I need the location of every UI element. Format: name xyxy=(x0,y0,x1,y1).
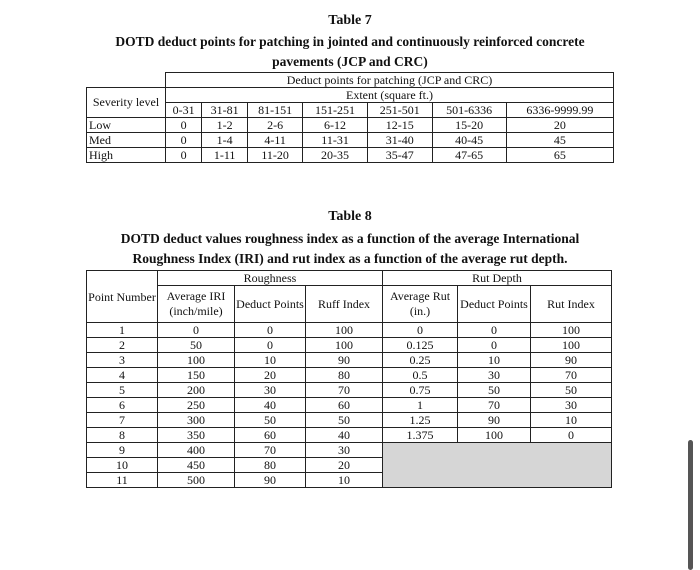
table-cell: 90 xyxy=(458,413,531,428)
table-cell: 400 xyxy=(158,443,235,458)
table-cell: 0.25 xyxy=(383,353,458,368)
table7-column-header: 6336-9999.99 xyxy=(506,103,613,118)
table7-column-header: 251-501 xyxy=(367,103,432,118)
table-cell: 20 xyxy=(235,368,306,383)
table-cell: 100 xyxy=(306,323,383,338)
table-cell: 0 xyxy=(166,118,202,133)
table-cell: 11-31 xyxy=(303,133,368,148)
table-cell: 6 xyxy=(87,398,158,413)
table-cell: 0 xyxy=(531,428,612,443)
table7-blank-corner xyxy=(87,73,166,88)
table-cell: 80 xyxy=(306,368,383,383)
table8-row xyxy=(87,398,612,413)
table7 xyxy=(86,72,614,163)
table-cell: 450 xyxy=(158,458,235,473)
table8-column-header: Average IRI (inch/mile) xyxy=(158,286,235,323)
table-cell: 31-40 xyxy=(367,133,432,148)
table-cell: 15-20 xyxy=(432,118,506,133)
table-cell: 1 xyxy=(87,323,158,338)
table-cell: 50 xyxy=(158,338,235,353)
table-cell: 8 xyxy=(87,428,158,443)
table-cell: 20 xyxy=(306,458,383,473)
table8-column-header: Deduct Points xyxy=(458,286,531,323)
table-cell: 70 xyxy=(235,443,306,458)
table8-row xyxy=(87,383,612,398)
table-cell: 300 xyxy=(158,413,235,428)
table-cell: 50 xyxy=(531,383,612,398)
table8-caption-line1: DOTD deduct values roughness index as a function of the average International xyxy=(120,231,580,246)
table-cell: 20-35 xyxy=(303,148,368,163)
table-cell: 10 xyxy=(531,413,612,428)
table-cell: 30 xyxy=(531,398,612,413)
table-cell: 2 xyxy=(87,338,158,353)
table-cell: 5 xyxy=(87,383,158,398)
table-cell: 7 xyxy=(87,413,158,428)
table8-column-header: Rut Index xyxy=(531,286,612,323)
table7-column-header: 501-6336 xyxy=(432,103,506,118)
table-cell: 1-2 xyxy=(202,118,248,133)
table8-row xyxy=(87,368,612,383)
table-cell: 0 xyxy=(383,323,458,338)
table8-rut-header: Rut Depth xyxy=(383,271,612,286)
table7-column-header: 0-31 xyxy=(166,103,202,118)
table7-severity-header: Severity level xyxy=(87,88,166,118)
table8-column-header: Deduct Points xyxy=(235,286,306,323)
table8-title: Table 8 xyxy=(328,209,372,224)
table-cell: 90 xyxy=(306,353,383,368)
table8-row xyxy=(87,428,612,443)
table8-body xyxy=(87,323,612,488)
table-cell: 0.125 xyxy=(383,338,458,353)
table-cell: 100 xyxy=(531,323,612,338)
table-cell: 60 xyxy=(306,398,383,413)
table-cell: 70 xyxy=(531,368,612,383)
table-cell: 6-12 xyxy=(303,118,368,133)
table-cell: 1-11 xyxy=(202,148,248,163)
table-cell: 90 xyxy=(531,353,612,368)
table-cell: 50 xyxy=(458,383,531,398)
table-cell: 1-4 xyxy=(202,133,248,148)
table-cell: 11-20 xyxy=(248,148,303,163)
table-cell: 9 xyxy=(87,443,158,458)
table-cell: 0 xyxy=(458,338,531,353)
empty-shaded-area xyxy=(383,443,612,488)
table7-column-header: 31-81 xyxy=(202,103,248,118)
table-cell: 150 xyxy=(158,368,235,383)
table-cell: 47-65 xyxy=(432,148,506,163)
table-cell: 90 xyxy=(235,473,306,488)
severity-level: Med xyxy=(87,133,166,148)
table-cell: 50 xyxy=(306,413,383,428)
table-cell: 35-47 xyxy=(367,148,432,163)
table-cell: 0.5 xyxy=(383,368,458,383)
table-cell: 2-6 xyxy=(248,118,303,133)
table-cell: 30 xyxy=(306,443,383,458)
table-cell: 40 xyxy=(306,428,383,443)
scrollbar[interactable] xyxy=(688,440,693,570)
table-cell: 0.75 xyxy=(383,383,458,398)
table-cell: 1.375 xyxy=(383,428,458,443)
table7-title: Table 7 xyxy=(328,13,372,28)
table-cell: 60 xyxy=(235,428,306,443)
table8-column-header: Average Rut (in.) xyxy=(383,286,458,323)
table8-caption-line2: Roughness Index (IRI) and rut index as a function of the average rut depth. xyxy=(132,251,568,266)
table-cell: 40 xyxy=(235,398,306,413)
table-cell: 10 xyxy=(87,458,158,473)
table7-column-header: 151-251 xyxy=(303,103,368,118)
severity-level: High xyxy=(87,148,166,163)
table8-roughness-header: Roughness xyxy=(158,271,383,286)
table7-column-header: 81-151 xyxy=(248,103,303,118)
table8-row xyxy=(87,338,612,353)
table-cell: 30 xyxy=(458,368,531,383)
table-cell: 4 xyxy=(87,368,158,383)
table8-point-header: Point Number xyxy=(87,271,158,323)
table-cell: 500 xyxy=(158,473,235,488)
table7-row-low xyxy=(87,118,614,133)
table8-row xyxy=(87,443,612,458)
table8-row xyxy=(87,323,612,338)
table-cell: 100 xyxy=(158,353,235,368)
table-cell: 200 xyxy=(158,383,235,398)
table-cell: 11 xyxy=(87,473,158,488)
table8-column-header: Ruff Index xyxy=(306,286,383,323)
table-cell: 0 xyxy=(166,148,202,163)
table-cell: 65 xyxy=(506,148,613,163)
table-cell: 100 xyxy=(306,338,383,353)
table8-row xyxy=(87,353,612,368)
table-cell: 1 xyxy=(383,398,458,413)
table7-caption-line1: DOTD deduct points for patching in jointed and continuously reinforced concrete xyxy=(115,34,585,49)
table-cell: 70 xyxy=(306,383,383,398)
table7-row-med xyxy=(87,133,614,148)
table-cell: 3 xyxy=(87,353,158,368)
table-cell: 10 xyxy=(458,353,531,368)
table-cell: 0 xyxy=(158,323,235,338)
table-cell: 50 xyxy=(235,413,306,428)
table-cell: 250 xyxy=(158,398,235,413)
table-cell: 100 xyxy=(531,338,612,353)
table-cell: 350 xyxy=(158,428,235,443)
table-cell: 1.25 xyxy=(383,413,458,428)
table-cell: 70 xyxy=(458,398,531,413)
table-cell: 20 xyxy=(506,118,613,133)
severity-level: Low xyxy=(87,118,166,133)
table8 xyxy=(86,270,612,488)
table-cell: 10 xyxy=(235,353,306,368)
table-cell: 4-11 xyxy=(248,133,303,148)
table-cell: 45 xyxy=(506,133,613,148)
table7-row-high xyxy=(87,148,614,163)
table-cell: 100 xyxy=(458,428,531,443)
table-cell: 0 xyxy=(166,133,202,148)
table-cell: 40-45 xyxy=(432,133,506,148)
table-cell: 80 xyxy=(235,458,306,473)
table7-caption-line2: pavements (JCP and CRC) xyxy=(272,54,428,69)
table-cell: 0 xyxy=(458,323,531,338)
table7-extent-header: Extent (square ft.) xyxy=(166,88,614,103)
table-cell: 0 xyxy=(235,323,306,338)
table-cell: 12-15 xyxy=(367,118,432,133)
table8-row xyxy=(87,413,612,428)
table-cell: 30 xyxy=(235,383,306,398)
table-cell: 0 xyxy=(235,338,306,353)
table7-group-header: Deduct points for patching (JCP and CRC) xyxy=(166,73,614,88)
table-cell: 10 xyxy=(306,473,383,488)
